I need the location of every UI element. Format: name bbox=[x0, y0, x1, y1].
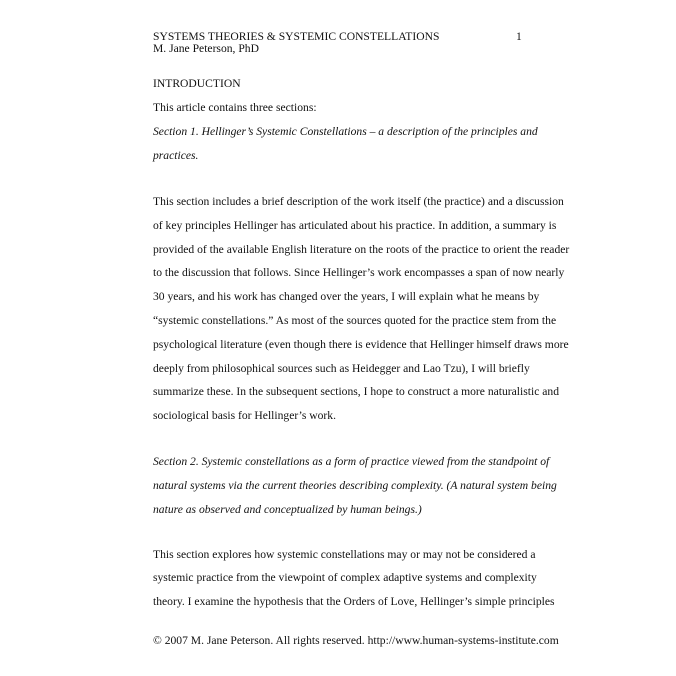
section-heading: INTRODUCTION bbox=[153, 77, 241, 90]
section1-body-line: summarize these. In the subsequent sections, I hope to construct a more naturalistic and bbox=[153, 385, 559, 398]
page-footer: © 2007 M. Jane Peterson. All rights reserved. http://www.human-systems-institute.com bbox=[153, 634, 559, 647]
intro-text: This article contains three sections: bbox=[153, 101, 317, 114]
section1-title-line: practices. bbox=[153, 149, 199, 162]
header-title: SYSTEMS THEORIES & SYSTEMIC CONSTELLATIONS bbox=[153, 30, 440, 43]
section1-body-line: sociological basis for Hellinger’s work. bbox=[153, 409, 336, 422]
section1-body-line: psychological literature (even though there is evidence that Hellinger himself draws more bbox=[153, 338, 569, 351]
section1-body-line: This section includes a brief description of the work itself (the practice) and a discussion bbox=[153, 195, 564, 208]
section2-body-line: theory. I examine the hypothesis that the Orders of Love, Hellinger’s simple principles bbox=[153, 595, 555, 608]
page-number: 1 bbox=[516, 30, 522, 43]
section1-title-line: Section 1. Hellinger’s Systemic Constellations – a description of the principles and bbox=[153, 125, 538, 138]
section1-body-line: 30 years, and his work has changed over the years, I will explain what he means by bbox=[153, 290, 540, 303]
section2-body-line: systemic practice from the viewpoint of complex adaptive systems and complexity bbox=[153, 571, 537, 584]
section2-title-line: nature as observed and conceptualized by human beings.) bbox=[153, 503, 422, 516]
header-author: M. Jane Peterson, PhD bbox=[153, 42, 259, 55]
section1-body-line: provided of the available English literature on the roots of the practice to orient the reader bbox=[153, 243, 570, 256]
section2-title-line: natural systems via the current theories describing complexity. (A natural system being bbox=[153, 479, 557, 492]
section2-title-line: Section 2. Systemic constellations as a form of practice viewed from the standpoint of bbox=[153, 455, 550, 468]
section1-body-line: of key principles Hellinger has articulated about his practice. In addition, a summary is bbox=[153, 219, 557, 232]
section1-body-line: deeply from philosophical sources such as Heidegger and Lao Tzu), I will briefly bbox=[153, 362, 530, 375]
section1-body-line: “systemic constellations.” As most of the sources quoted for the practice stem from the bbox=[153, 314, 557, 327]
section1-body-line: to the discussion that follows. Since Hellinger’s work encompasses a span of now nearly bbox=[153, 266, 565, 279]
section2-body-line: This section explores how systemic constellations may or may not be considered a bbox=[153, 548, 536, 561]
